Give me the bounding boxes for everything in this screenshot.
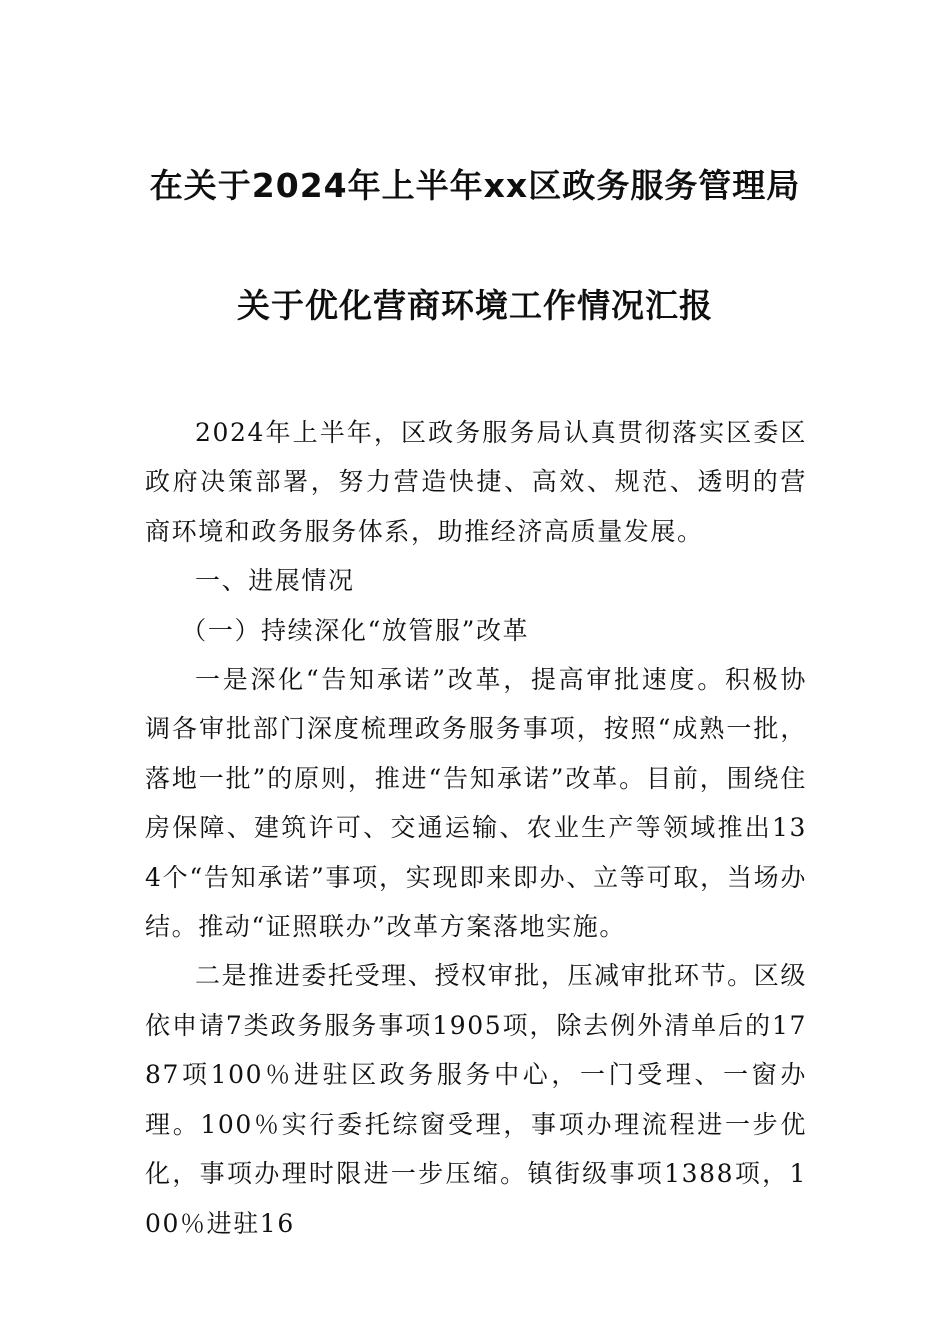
document-title-line-1: 在关于2024年上半年xx区政务服务管理局	[149, 166, 801, 205]
paragraph-delegated-approval: 二是推进委托受理、授权审批，压减审批环节。区级依申请7类政务服务事项1905项，除去例外清单后的1787项100％进驻区政务服务中心，一门受理、一窗办理。100％实行委托综窗受理，事项办理流程进一步优化，事项办理时限进一步压缩。镇街级事项1388项，100％进驻16	[145, 961, 807, 1238]
document-title-line-2: 关于优化营商环境工作情况汇报	[237, 286, 713, 325]
paragraph-notification-commitment: 一是深化“告知承诺”改革，提高审批速度。积极协调各审批部门深度梳理政务服务事项，按照“成熟一批，落地一批”的原则，推进“告知承诺”改革。目前，围绕住房保障、建筑许可、交通运输、农业生产等领域推出134个“告知承诺”事项，实现即来即办、立等可取，当场办结。推动“证照联办”改革方案落地实施。	[145, 665, 807, 942]
section-heading-progress: 一、进展情况	[195, 566, 355, 596]
document-body	[145, 408, 807, 1248]
subsection-heading-reform: （一）持续深化“放管服”改革	[181, 615, 530, 645]
intro-paragraph: 2024年上半年，区政务服务局认真贯彻落实区委区政府决策部署，努力营造快捷、高效、规范、透明的营商环境和政务服务体系，助推经济高质量发展。	[145, 418, 807, 546]
